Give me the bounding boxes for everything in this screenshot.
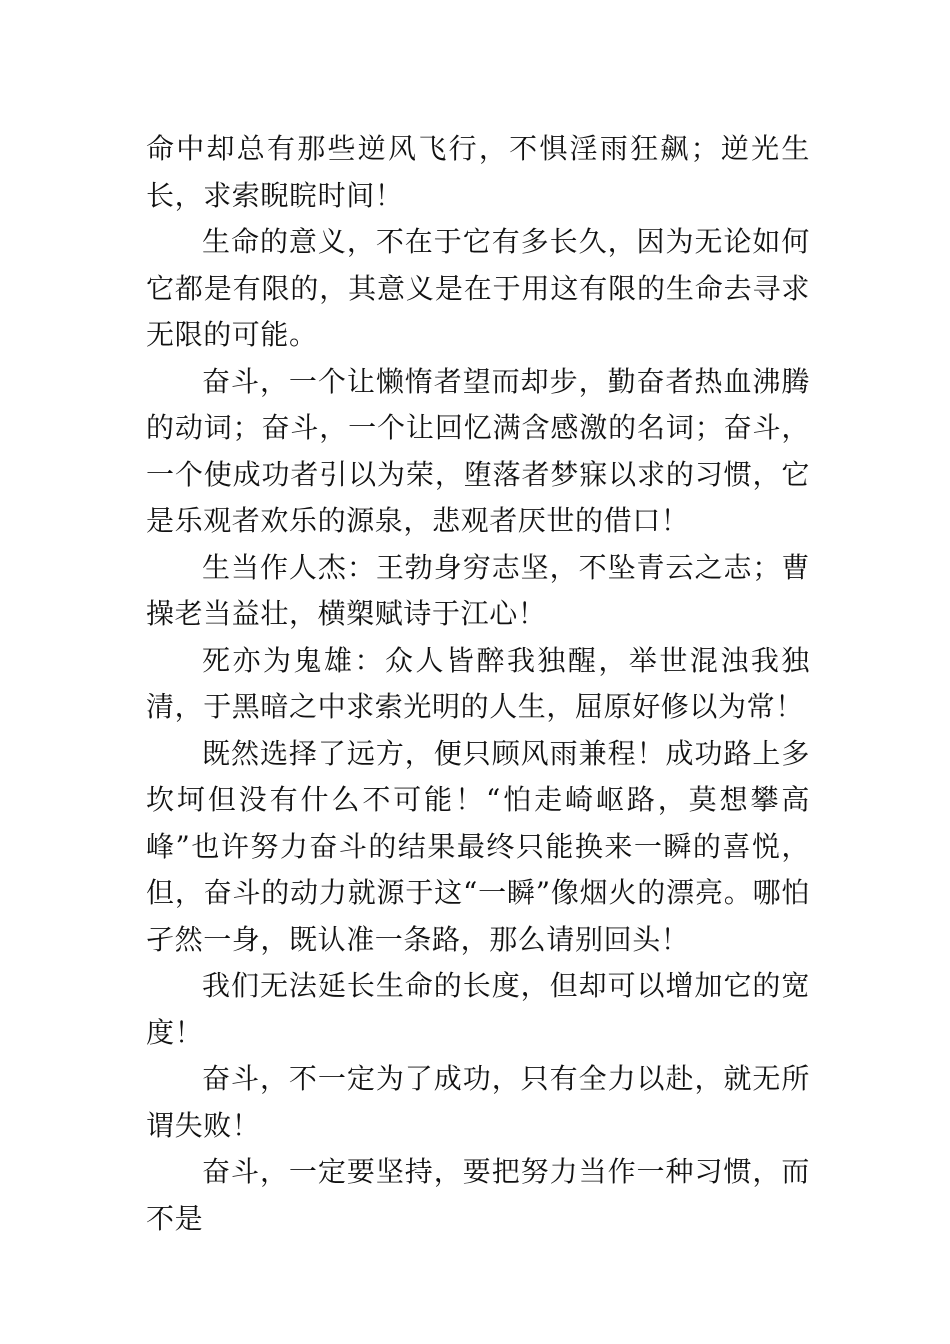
paragraph-9: 奋斗，一定要坚持，要把努力当作一种习惯，而不是 [146, 1155, 810, 1235]
paragraph-1: 命中却总有那些逆风飞行，不惧淫雨狂飙；逆光生长，求索睨睆时间！ [146, 132, 810, 212]
paragraph-7: 我们无法延长生命的长度，但却可以增加它的宽度！ [146, 969, 810, 1049]
paragraph-8: 奋斗，不一定为了成功，只有全力以赴，就无所谓失败！ [146, 1062, 810, 1142]
paragraph-6: 既然选择了远方，便只顾风雨兼程！成功路上多坎坷但没有什么不可能！“怕走崎岖路，莫想攀高峰”也许努力奋斗的结果最终只能换来一瞬的喜悦，但，奋斗的动力就源于这“一瞬”像烟火的漂亮。哪怕孑然一身，既认准一条路，那么请别回头！ [146, 736, 810, 956]
paragraph-3: 奋斗，一个让懒惰者望而却步，勤奋者热血沸腾的动词；奋斗，一个让回忆满含感激的名词；奋斗，一个使成功者引以为荣，堕落者梦寐以求的习惯，它是乐观者欢乐的源泉，悲观者厌世的借口！ [146, 364, 810, 537]
paragraph-5: 死亦为鬼雄：众人皆醉我独醒，举世混浊我独清，于黑暗之中求索光明的人生，屈原好修以为常！ [146, 643, 810, 723]
paragraph-4: 生当作人杰：王勃身穷志坚，不坠青云之志；曹操老当益壮，横槊赋诗于江心！ [146, 550, 810, 630]
paragraph-2: 生命的意义，不在于它有多长久，因为无论如何它都是有限的，其意义是在于用这有限的生命去寻求无限的可能。 [146, 225, 810, 351]
document-body [146, 126, 810, 1242]
